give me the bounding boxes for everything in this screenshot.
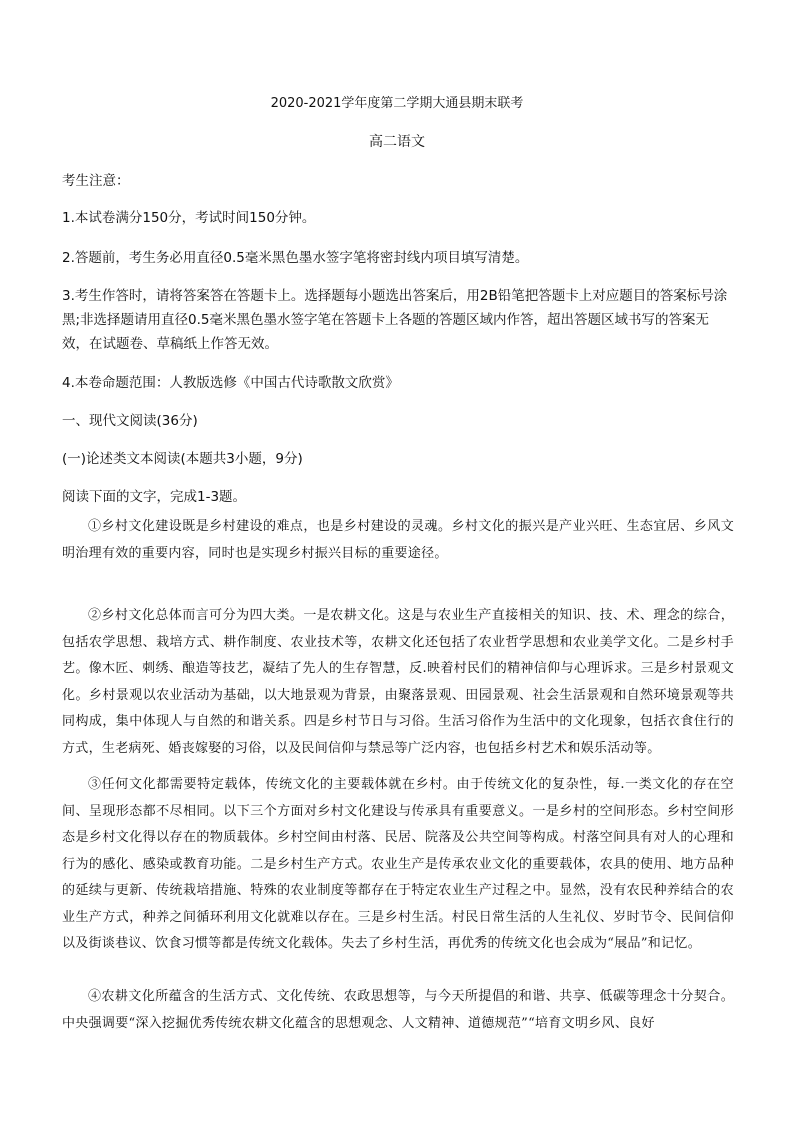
section-title: 一、现代文阅读(36分): [62, 413, 198, 429]
notice-item: 4.本卷命题范围：人教版选修《中国古代诗歌散文欣赏》: [62, 375, 399, 391]
passage-paragraph: ③任何文化都需要特定载体，传统文化的主要载体就在乡村。由于传统文化的复杂性，每.一类文化的存在空间、呈现形态都不尽相同。以下三个方面对乡村文化建设与传承具有重要意义。一是乡村的空间形态。乡村空间形态是乡村文化得以存在的物质载体。乡村空间由村落、民居、院落及公共空间等构成。村落空间具有对人的心理和行为的感化、感染或教育功能。二是乡村生产方式。农业生产是传承农业文化的重要载体，农具的使用、地方品种的延续与更新、传统栽培措施、特殊的农业制度等都存在于特定农业生产过程之中。显然，没有农民种养结合的农业生产方式，种养之间循环利用文化就难以存在。三是乡村生活。村民日常生活的人生礼仪、岁时节令、民间信仰以及街谈巷议、饮食习惯等都是传统文化载体。失去了乡村生活，再优秀的传统文化也会成为“展品”和记忆。: [62, 777, 734, 951]
notice-item: 1.本试卷满分150分，考试时间150分钟。: [62, 210, 316, 226]
notice-item: 2.答题前，考生务必用直径0.5毫米黑色墨水签字笔将密封线内项目填写清楚。: [62, 250, 529, 266]
notice-heading: 考生注意：: [62, 173, 130, 189]
passage-paragraph: ①乡村文化建设既是乡村建设的难点，也是乡村建设的灵魂。乡村文化的振兴是产业兴旺、生态宜居、乡风文明治理有效的重要内容，同时也是实现乡村振兴目标的重要途径。: [62, 519, 734, 561]
subject-title: 高二语文: [369, 134, 425, 150]
reading-instruction: 阅读下面的文字，完成1-3题。: [62, 489, 247, 505]
passage-paragraph: ④农耕文化所蕴含的生活方式、文化传统、农政思想等，与今天所提倡的和谐、共享、低碳等理念十分契合。中央强调要“深入挖掘优秀传统农耕文化蕴含的思想观念、人文精神、道德规范”“培育文明乡风、良好: [62, 989, 734, 1031]
exam-title: 2020-2021学年度第二学期大通县期末联考: [270, 96, 524, 111]
passage-paragraph: ②乡村文化总体而言可分为四大类。一是农耕文化。这是与农业生产直接相关的知识、技、术、理念的综合，包括农学思想、栽培方式、耕作制度、农业技术等，农耕文化还包括了农业哲学思想和农业美学文化。二是乡村手艺。像木匠、刺绣、酿造等技艺，凝结了先人的生存智慧，反.映着村民们的精神信仰与心理诉求。三是乡村景观文化。乡村景观以农业活动为基础，以大地景观为背景，由聚落景观、田园景观、社会生活景观和自然环境景观等共同构成，集中体现人与自然的和谐关系。四是乡村节日与习俗。生活习俗作为生活中的文化现象，包括衣食住行的方式，生老病死、婚丧嫁娶的习俗，以及民间信仰与禁忌等广泛内容，也包括乡村艺术和娱乐活动等。: [62, 608, 734, 756]
notice-item: 3.考生作答时，请将答案答在答题卡上。选择题每小题选出答案后，用2B铅笔把答题卡上对应题目的答案标号涂黑;非选择题请用直径0.5毫米黑色墨水签字笔在答题卡上各题的答题区域内作答，超出答题区域书写的答案无效，在试题卷、草稿纸上作答无效。: [62, 288, 728, 352]
subsection-title: (一)论述类文本阅读(本题共3小题，9分): [62, 451, 303, 467]
